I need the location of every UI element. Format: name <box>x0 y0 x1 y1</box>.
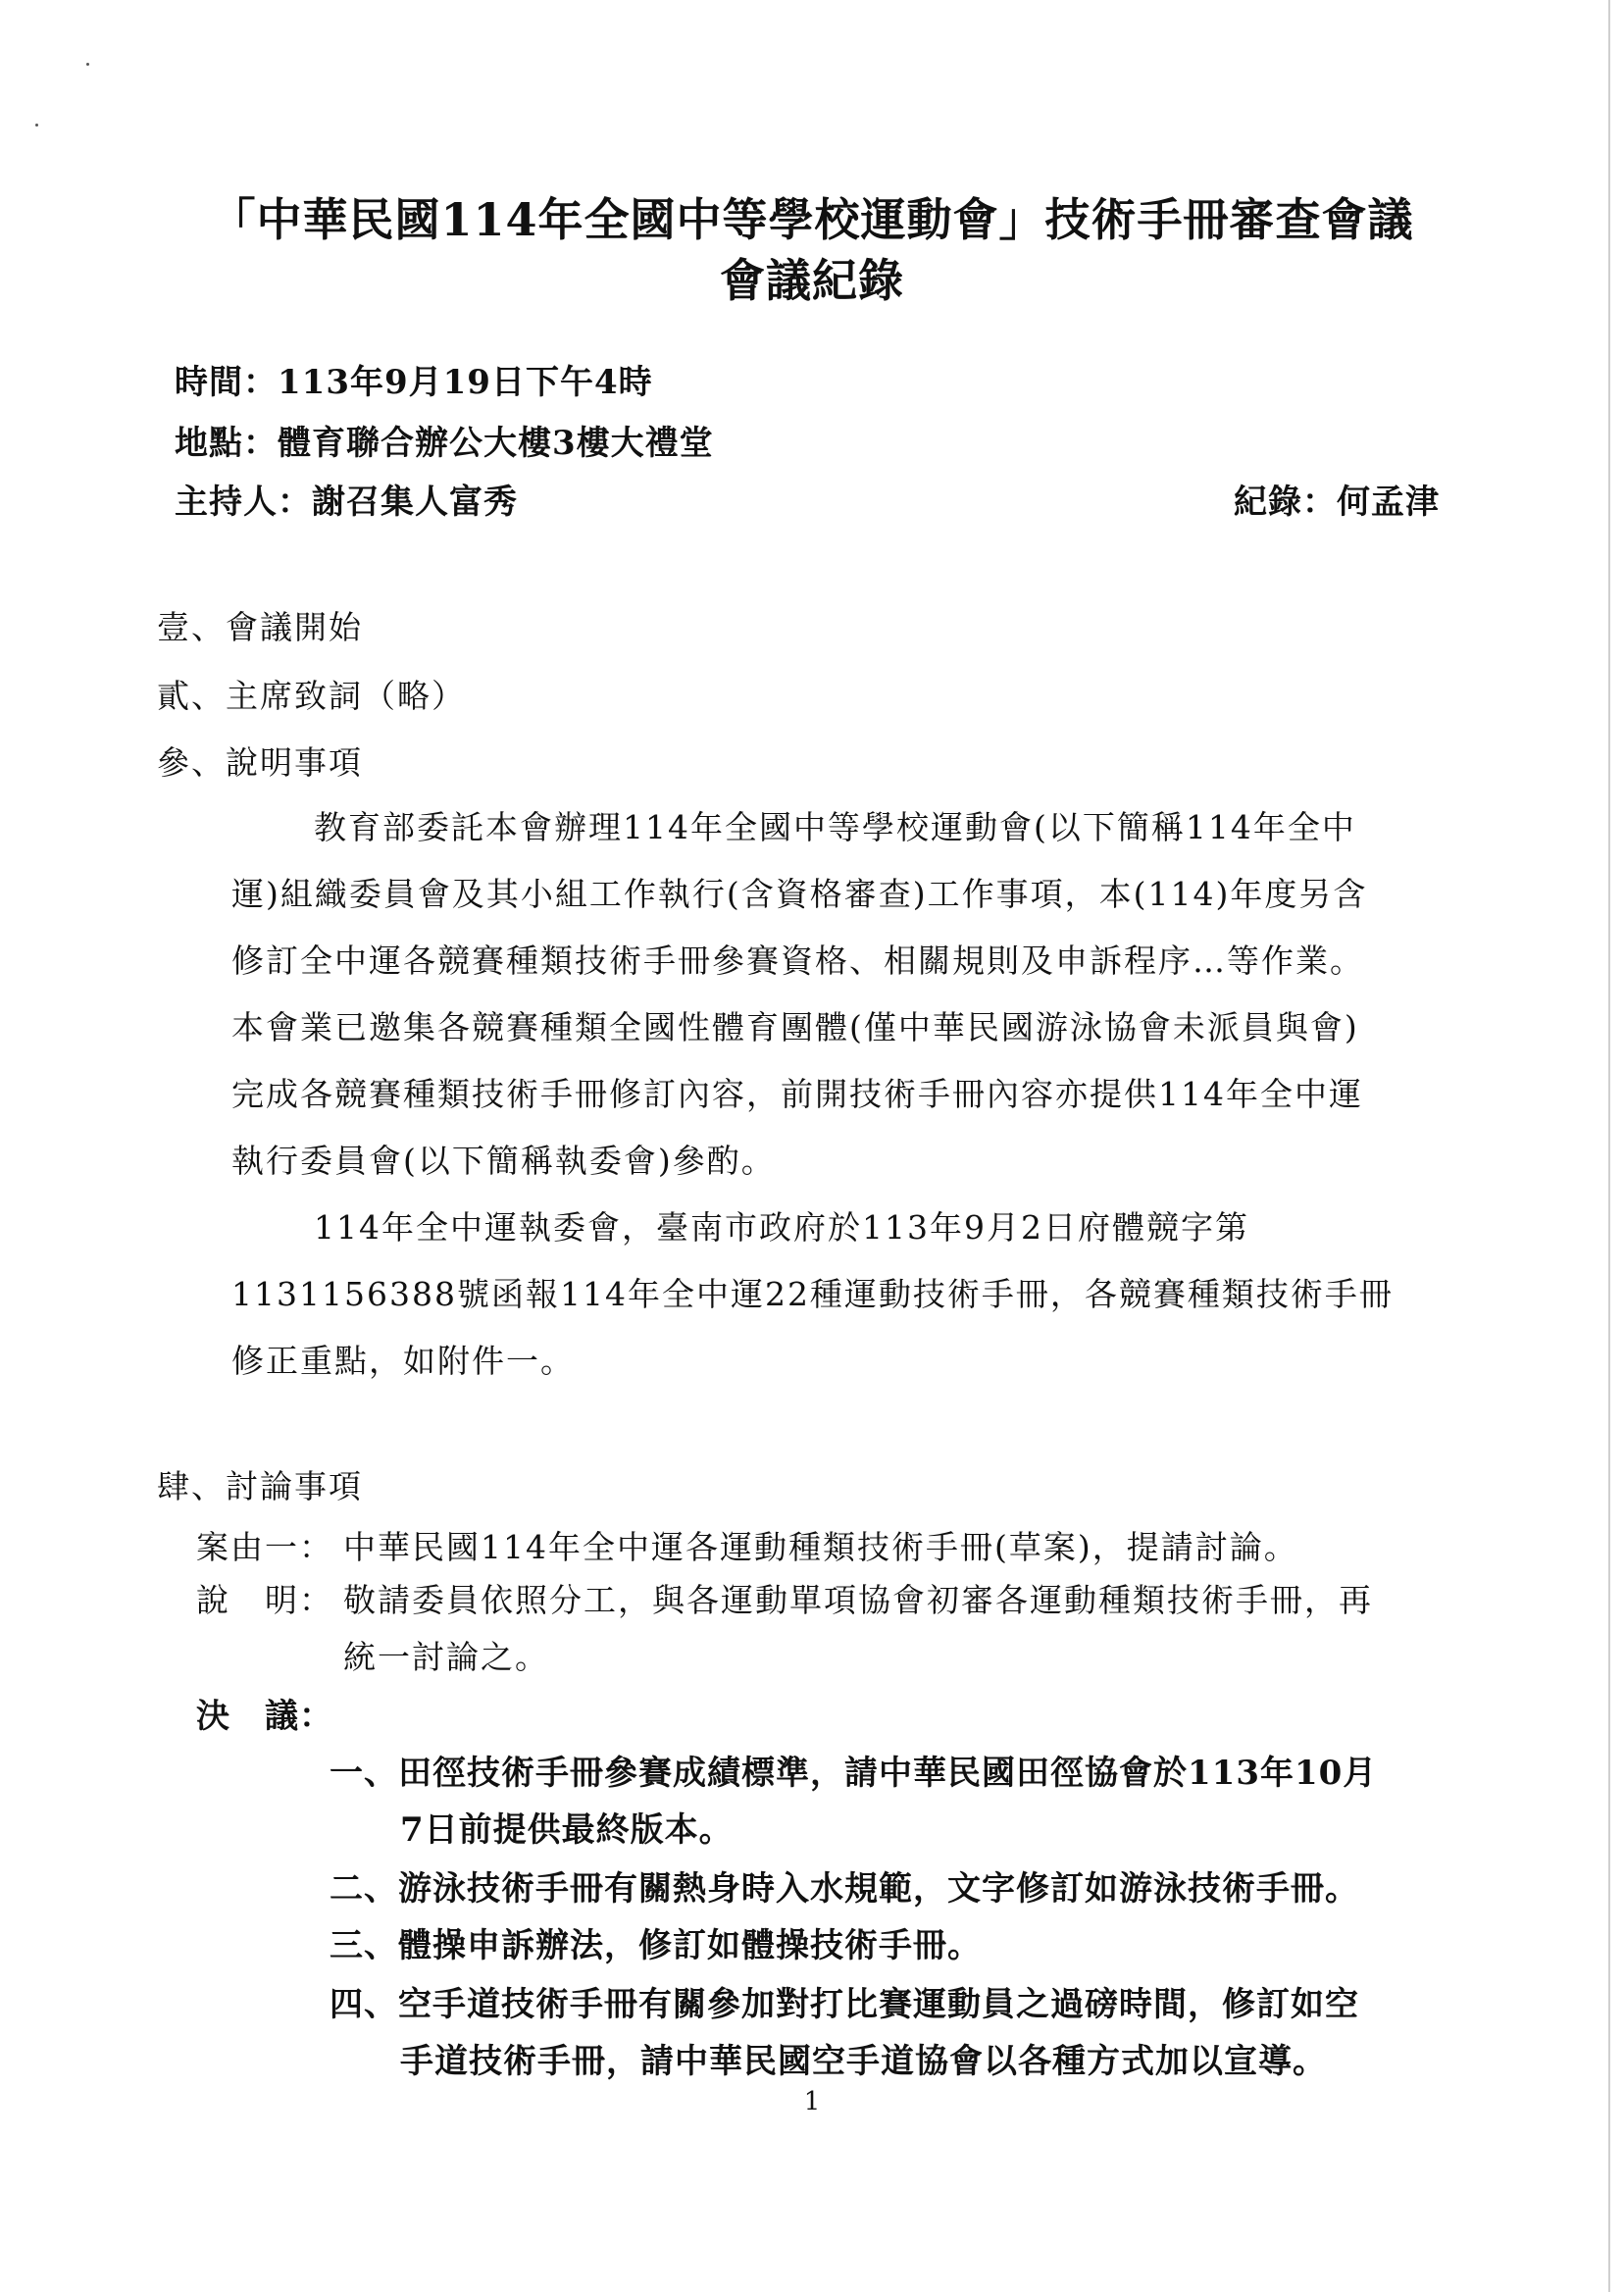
note-text-line: 敬請委員依照分工，與各運動單項協會初審各運動種類技術手冊，再 <box>343 1581 1373 1619</box>
explanation-line: 修正重點，如附件一。 <box>231 1342 575 1380</box>
meeting-time: 時間：113年9月19日下午4時 <box>175 363 653 402</box>
explanation-line: 1131156388號函報114年全中運22種運動技術手冊，各競賽種類技術手冊 <box>231 1275 1394 1313</box>
meeting-host: 主持人：謝召集人富秀 <box>175 483 518 522</box>
explanation-line: 完成各競賽種類技術手冊修訂內容，前開技術手冊內容亦提供114年全中運 <box>231 1075 1363 1113</box>
document-title-line1: 「中華民國114年全國中等學校運動會」技術手冊審查會議 <box>210 193 1414 246</box>
resolution-line: 一、田徑技術手冊參賽成績標準，請中華民國田徑協會於113年10月 <box>330 1754 1378 1793</box>
explanation-line: 修訂全中運各競賽種類技術手冊參賽資格、相關規則及申訴程序…等作業。 <box>231 942 1364 980</box>
scan-speck <box>86 63 89 66</box>
resolution-line: 三、體操申訴辦法，修訂如體操技術手冊。 <box>330 1926 982 1965</box>
case-label: 案由一： <box>196 1528 333 1566</box>
page-number: 1 <box>803 2087 821 2116</box>
meeting-place: 地點：體育聯合辦公大樓3樓大禮堂 <box>175 424 714 463</box>
case-text: 中華民國114年全中運各運動種類技術手冊(草案)，提請討論。 <box>343 1528 1298 1566</box>
meeting-recorder: 紀錄：何孟津 <box>1234 483 1440 522</box>
scan-speck <box>35 124 38 127</box>
resolution-label: 決 議： <box>196 1697 333 1736</box>
resolution-line: 二、游泳技術手冊有關熱身時入水規範，文字修訂如游泳技術手冊。 <box>330 1869 1359 1909</box>
document-title-line2: 會議紀錄 <box>720 254 904 307</box>
section-3-heading: 參、說明事項 <box>157 743 363 782</box>
resolution-line: 7日前提供最終版本。 <box>400 1810 734 1850</box>
explanation-line: 教育部委託本會辦理114年全國中等學校運動會(以下簡稱114年全中 <box>314 808 1356 846</box>
explanation-line: 運)組織委員會及其小組工作執行(含資格審查)工作事項，本(114)年度另含 <box>231 875 1368 913</box>
explanation-line: 本會業已邀集各競賽種類全國性體育團體(僅中華民國游泳協會未派員與會) <box>231 1008 1359 1046</box>
resolution-line: 四、空手道技術手冊有關參加對打比賽運動員之過磅時間，修訂如空 <box>330 1985 1359 2024</box>
scan-edge-line <box>1608 0 1610 2292</box>
section-1-heading: 壹、會議開始 <box>157 608 363 646</box>
note-text-line: 統一討論之。 <box>343 1638 549 1676</box>
resolution-line: 手道技術手冊，請中華民國空手道協會以各種方式加以宣導。 <box>400 2042 1327 2081</box>
explanation-line: 114年全中運執委會，臺南市政府於113年9月2日府體競字第 <box>314 1208 1249 1247</box>
note-label: 說 明： <box>196 1581 333 1619</box>
section-2-heading: 貳、主席致詞（略） <box>157 677 466 715</box>
section-4-heading: 肆、討論事項 <box>157 1467 363 1505</box>
explanation-line: 執行委員會(以下簡稱執委會)參酌。 <box>231 1142 776 1180</box>
